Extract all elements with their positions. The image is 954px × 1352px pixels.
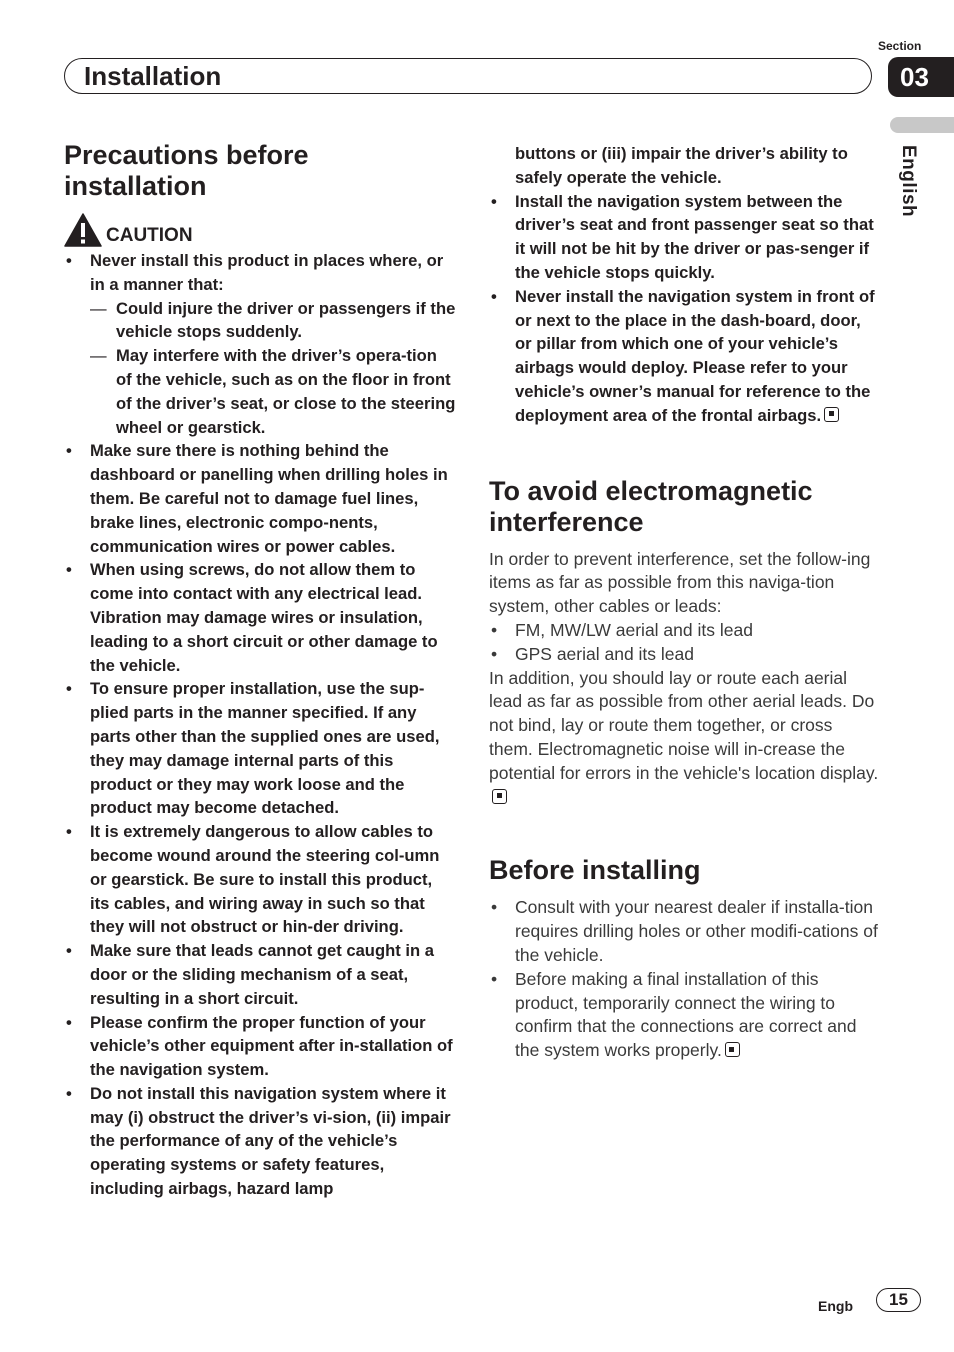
bullet-icon: • [66, 560, 72, 580]
bullet-icon: • [66, 679, 72, 699]
bullet-icon: • [66, 1083, 72, 1103]
bullet-icon: • [66, 941, 72, 961]
end-mark-icon [725, 1042, 740, 1057]
precautions-list-continued [489, 142, 879, 428]
bullet-icon: • [491, 191, 497, 211]
end-mark-icon [824, 407, 839, 422]
sub-list-item: — May interfere with the driver’s opera-tion of the vehicle, such as on the floor in front of the driver’s seat, or close to the steering wheel or gearstick. [90, 346, 456, 437]
caution-header [64, 211, 456, 247]
emi-list [489, 619, 879, 667]
sub-list [64, 297, 456, 440]
list-item: • GPS aerial and its lead [489, 643, 879, 667]
list-item: • Make sure that leads cannot get caught in a door or the sliding mechanism of a seat, resulting in a short circuit. [66, 941, 434, 1008]
bullet-icon: • [491, 968, 498, 989]
bullet-icon: • [491, 643, 498, 664]
precautions-heading [64, 140, 456, 202]
list-item: • Install the navigation system between the driver’s seat and front passenger seat so that it will not be hit by the driver or pas-senger if the vehicle stops quickly. [491, 191, 874, 282]
list-item: • Consult with your nearest dealer if installa-tion requires drilling holes or other modifi-cations of the vehicle. [491, 897, 878, 965]
section-label: Section [878, 39, 922, 53]
dash-icon: — [90, 346, 107, 366]
precautions-heading-line2: installation [64, 171, 207, 201]
page-number: 15 [876, 1288, 921, 1312]
emi-intro: In order to prevent interference, set the follow-ing items as far as possible from this naviga-tion system, other cables or leads: [489, 548, 871, 617]
emi-heading-line1: To avoid electromagnetic [489, 475, 813, 506]
list-item: • To ensure proper installation, use the sup-plied parts in the manner specified. If any parts other than the supplied ones are used, they may damage internal parts of this product or they may work loose and the product may become detached. [66, 679, 440, 818]
side-tab [890, 117, 954, 133]
before-list [489, 896, 879, 1063]
section-number-badge: 03 [888, 57, 954, 97]
list-item: • It is extremely dangerous to allow cables to become wound around the steering col-umn or gearstick. Be sure to install this product, its cables, and wiring away in such so that they will not obstruct or hin-der driving. [66, 822, 440, 937]
sub-list-item: — Could injure the driver or passengers if the vehicle stops suddenly. [90, 298, 456, 342]
side-language-label: English [898, 145, 919, 218]
bullet-icon: • [491, 619, 498, 640]
list-item: • Do not install this navigation system where it may (i) obstruct the driver’s vi-sion, (ii) impair the performance of any of the vehicle’s operating systems or safety features, including airbags, hazard lamp [66, 1083, 451, 1199]
left-column [64, 140, 456, 1201]
bullet-icon: • [491, 286, 497, 306]
dash-icon: — [90, 298, 107, 318]
list-item: • When using screws, do not allow them to come into contact with any electrical lead. Vibration may damage wires or insulation, leading to a short circuit or other damage to the vehicle. [66, 560, 438, 675]
bullet-icon: • [66, 1012, 72, 1032]
precautions-list [64, 249, 456, 1201]
list-item: • Never install this product in places where, or in a manner that: — Could injure the driver or passengers if the vehicle stops suddenly. — May interfere with the driver’s opera-tion of the vehicle, such as on the floor in front of the driver’s seat, or close to the steering wheel or gearstick. [64, 249, 456, 439]
bullet-icon: • [66, 251, 72, 270]
list-item: • Before making a final installation of this product, temporarily connect the wiring to confirm that the connections are correct and the system works properly. [491, 968, 857, 1061]
list-item-continued: buttons or (iii) impair the driver’s ability to safely operate the vehicle. [515, 144, 848, 187]
list-item: • Please confirm the proper function of your vehicle’s other equipment after in-stallation of the navigation system. [66, 1012, 453, 1080]
bullet-icon: • [66, 441, 72, 461]
caution-label: CAUTION [106, 225, 193, 246]
list-item: • FM, MW/LW aerial and its lead [489, 619, 879, 643]
page-title: Installation [84, 61, 222, 91]
precautions-heading-line1: Precautions before [64, 140, 309, 170]
emi-heading [489, 476, 879, 538]
warning-triangle-icon [64, 213, 102, 247]
list-item: • Make sure there is nothing behind the dashboard or panelling when drilling holes in them. Be careful not to damage fuel lines, brake lines, electronic compo-nents, communication wires or power cables. [66, 441, 448, 556]
bullet-icon: • [491, 897, 498, 918]
right-column [489, 142, 879, 1063]
emi-outro: In addition, you should lay or route each aerial lead as far as possible from other aerial leads. Do not bind, lay or route them together, or cross them. Electromagnetic noise will in-crease the potential for errors in the vehicle's location display. [489, 667, 879, 810]
footer-language-code: Engb [818, 1298, 853, 1314]
before-heading: Before installing [489, 855, 701, 886]
emi-heading-line2: interference [489, 506, 644, 537]
bullet-icon: • [66, 822, 72, 842]
list-item: • Never install the navigation system in front of or next to the place in the dash-board, door, or pillar from which one of your vehicle’s airbags would deploy. Please refer to your vehicle’s owner’s manual for reference to the deployment area of the frontal airbags. [491, 286, 875, 425]
end-mark-icon [492, 789, 507, 804]
